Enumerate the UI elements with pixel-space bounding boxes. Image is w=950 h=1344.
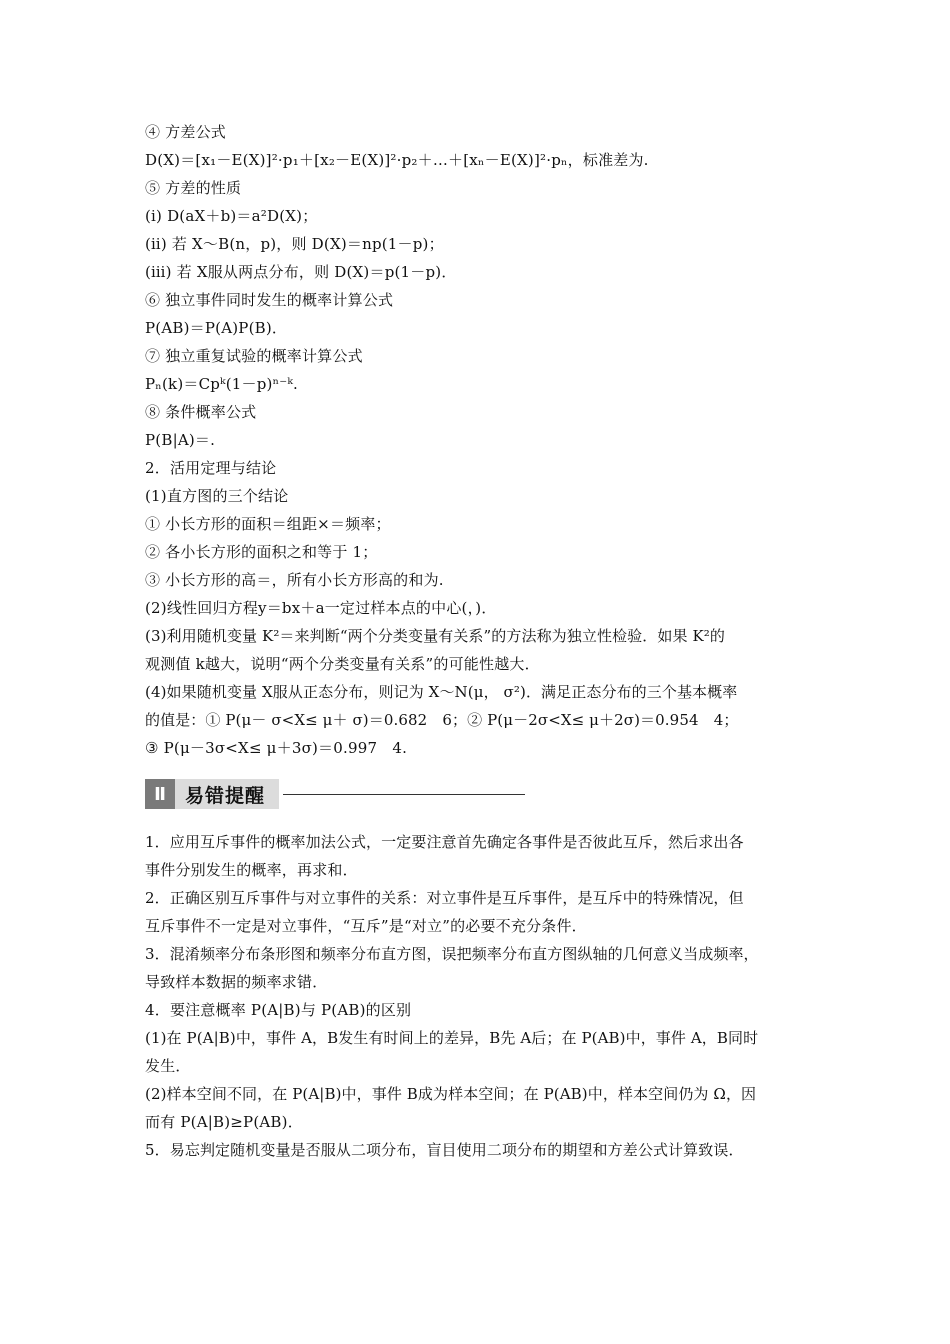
text-line: ③ 小长方形的高＝，所有小长方形高的和为. <box>145 571 444 589</box>
text-line: (2)样本空间不同，在 P(A|B)中，事件 B成为样本空间；在 P(AB)中，样本空间仍为 Ω，因 <box>145 1085 757 1103</box>
section-number-badge: Ⅱ <box>145 779 175 809</box>
text-line: (1)在 P(A|B)中，事件 A，B发生有时间上的差异，B先 A后；在 P(AB)中，事件 A，B同时 <box>145 1029 759 1047</box>
heading-rule <box>283 794 525 795</box>
section-title: 易错提醒 <box>175 779 279 809</box>
text-line: P(B|A)＝. <box>145 431 216 449</box>
text-line: ⑦ 独立重复试验的概率计算公式 <box>145 347 363 365</box>
text-line: ⑥ 独立事件同时发生的概率计算公式 <box>145 291 394 309</box>
formula-section <box>145 118 825 762</box>
text-line: 而有 P(A|B)≥P(AB)． <box>145 1113 303 1131</box>
text-line: D(X)＝[x₁－E(X)]²·p₁＋[x₂－E(X)]²·p₂＋…＋[xₙ－E(X)]²·pₙ，标准差为. <box>145 151 649 169</box>
text-line: ⑤ 方差的性质 <box>145 179 242 197</box>
text-line: ② 各小长方形的面积之和等于 1； <box>145 543 378 561</box>
text-line: 2．活用定理与结论 <box>145 459 277 477</box>
section-heading <box>145 779 525 809</box>
text-line: 3．混淆频率分布条形图和频率分布直方图，误把频率分布直方图纵轴的几何意义当成频率， <box>145 945 759 963</box>
text-line: ③ P(μ－3σ<X≤ μ＋3σ)＝0.997 4. <box>145 739 408 757</box>
text-line: 导致样本数据的频率求错． <box>145 973 328 991</box>
text-line: 事件分别发生的概率，再求和． <box>145 861 358 879</box>
text-line: ⑧ 条件概率公式 <box>145 403 257 421</box>
text-line: (ⅰ) D(aX＋b)＝a²D(X)； <box>145 207 318 225</box>
text-line: 发生． <box>145 1057 191 1075</box>
text-line: (4)如果随机变量 X服从正态分布，则记为 X～N(μ， σ²)．满足正态分布的三个基本概率 <box>145 683 738 701</box>
text-line: 5．易忘判定随机变量是否服从二项分布，盲目使用二项分布的期望和方差公式计算致误． <box>145 1141 744 1159</box>
text-line: 4．要注意概率 P(A|B)与 P(AB)的区别 <box>145 1001 412 1019</box>
text-line: 的值是：① P(μ－ σ<X≤ μ＋ σ)＝0.682 6；② P(μ－2σ<X≤ μ＋2σ)＝0.954 4； <box>145 711 739 729</box>
text-line: (1)直方图的三个结论 <box>145 487 289 505</box>
text-line: ① 小长方形的面积＝组距×＝频率； <box>145 515 391 533</box>
text-line: P(AB)＝P(A)P(B)． <box>145 319 288 337</box>
text-line: 互斥事件不一定是对立事件，“互斥”是“对立”的必要不充分条件． <box>145 917 587 935</box>
text-line: (2)线性回归方程y＝bx＋a一定过样本点的中心(，)． <box>145 599 497 617</box>
text-line: ④ 方差公式 <box>145 123 226 141</box>
text-line: 2．正确区别互斥事件与对立事件的关系：对立事件是互斥事件，是互斥中的特殊情况，但 <box>145 889 744 907</box>
text-line: Pₙ(k)＝Cpᵏ(1－p)ⁿ⁻ᵏ. <box>145 375 299 393</box>
text-line: (ⅱ) 若 X～B(n，p)，则 D(X)＝np(1－p)； <box>145 235 444 253</box>
text-line: 观测值 k越大，说明“两个分类变量有关系”的可能性越大． <box>145 655 540 673</box>
text-line: (ⅲ) 若 X服从两点分布，则 D(X)＝p(1－p)． <box>145 263 457 281</box>
text-line: (3)利用随机变量 K²＝来判断“两个分类变量有关系”的方法称为独立性检验．如果 K²的 <box>145 627 725 645</box>
text-line: 1．应用互斥事件的概率加法公式，一定要注意首先确定各事件是否彼此互斥，然后求出各 <box>145 833 744 851</box>
common-mistakes-section <box>145 828 825 1164</box>
